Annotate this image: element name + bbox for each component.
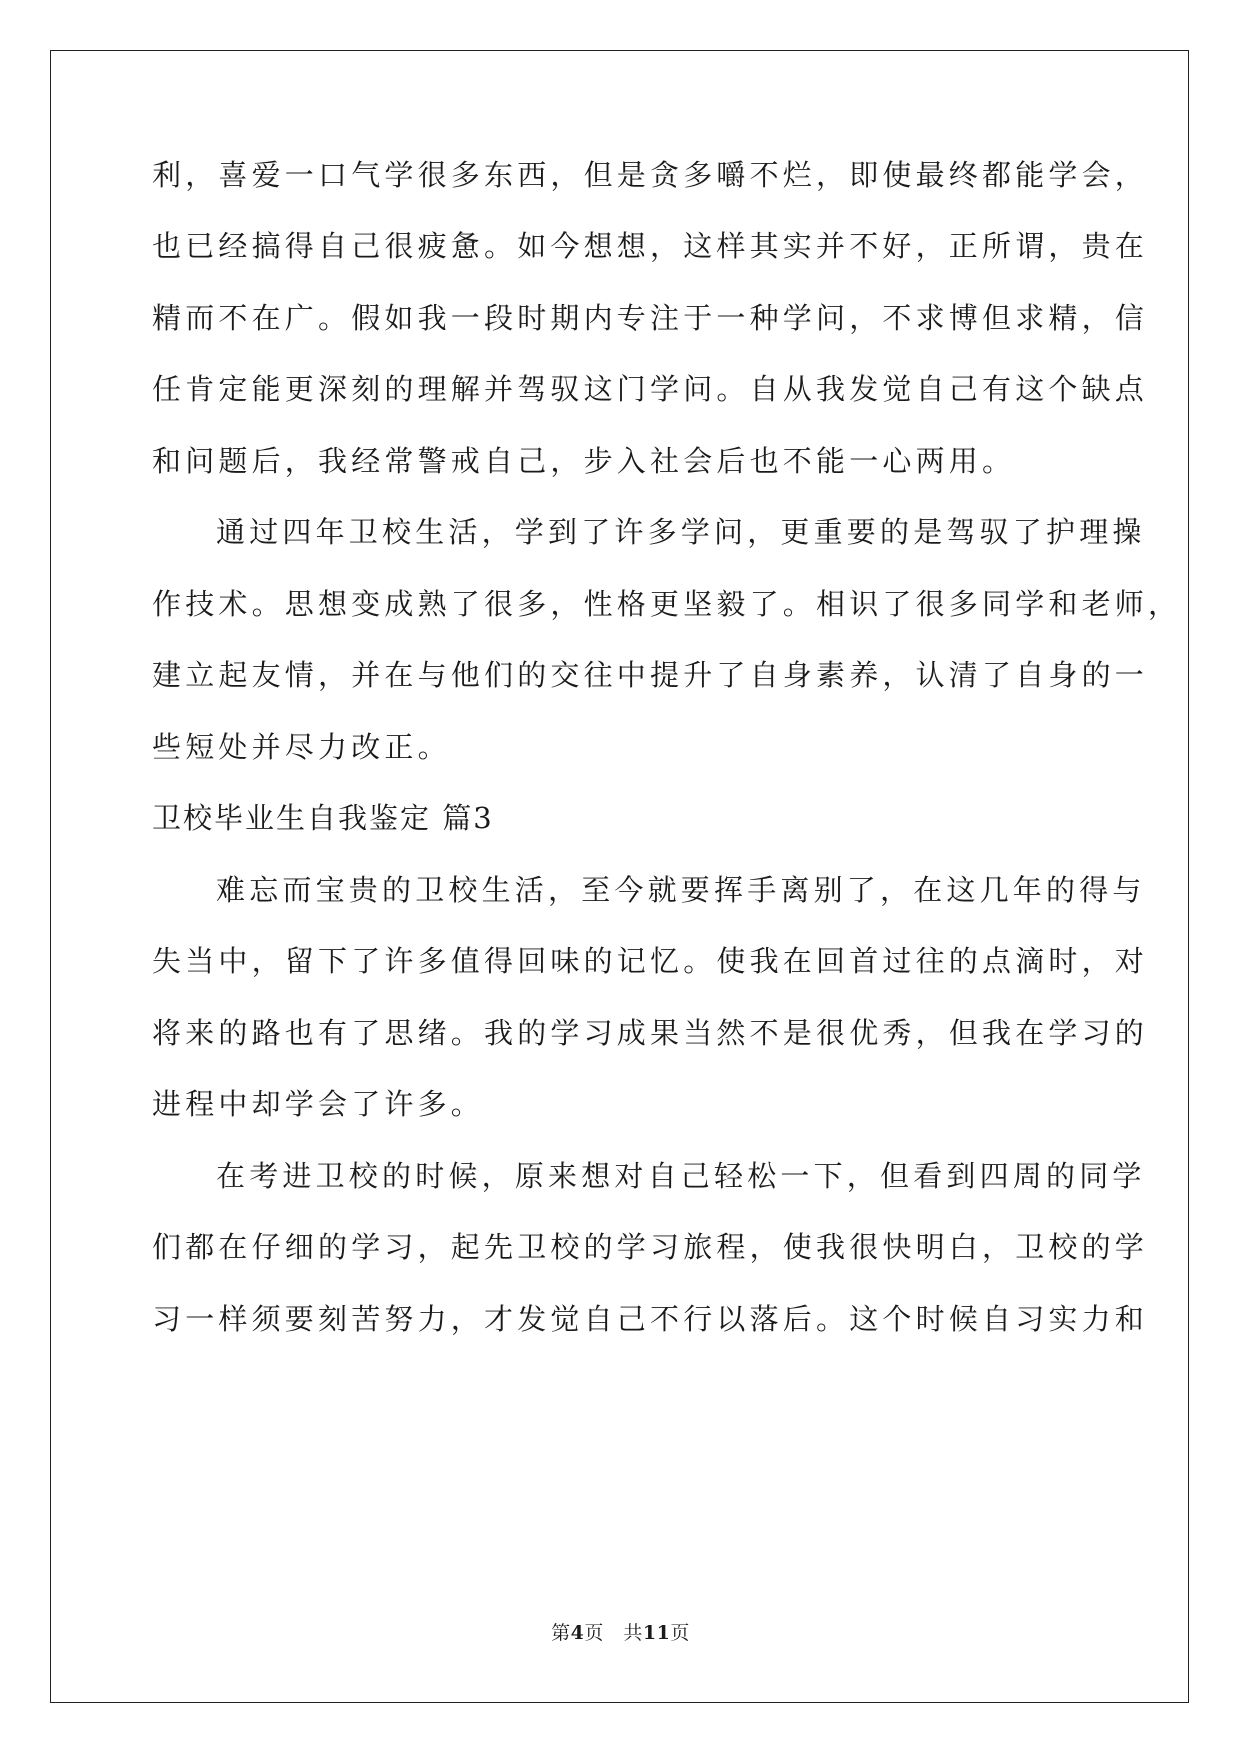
page-label-suffix: 页 <box>670 1622 690 1644</box>
text-line: 些短处并尽力改正。 <box>152 730 451 764</box>
text-line: 进程中却学会了许多。 <box>152 1087 485 1121</box>
page-label-mid: 页 共 <box>584 1622 643 1644</box>
text-line: 将来的路也有了思绪。我的学习成果当然不是很优秀，但我在学习的 <box>152 1016 1149 1050</box>
text-line: 失当中，留下了许多值得回味的记忆。使我在回首过往的点滴时，对 <box>152 944 1149 978</box>
paragraph-start-line: 在考进卫校的时候，原来想对自己轻松一下，但看到四周的同学 <box>216 1159 1146 1193</box>
page-label-prefix: 第 <box>551 1622 571 1644</box>
text-line: 作技术。思想变成熟了很多，性格更坚毅了。相识了很多同学和老师， <box>152 587 1182 621</box>
paragraph-start-line: 难忘而宝贵的卫校生活，至今就要挥手离别了，在这几年的得与 <box>216 873 1146 907</box>
text-line: 精而不在广。假如我一段时期内专注于一种学问，不求博但求精，信 <box>152 301 1149 335</box>
text-line: 们都在仔细的学习，起先卫校的学习旅程，使我很快明白，卫校的学 <box>152 1230 1149 1264</box>
total-page-count: 11 <box>642 1622 671 1644</box>
text-line: 利，喜爱一口气学很多东西，但是贪多嚼不烂，即使最终都能学会， <box>152 158 1149 192</box>
text-line: 任肯定能更深刻的理解并驾驭这门学问。自从我发觉自己有这个缺点 <box>152 372 1149 406</box>
section-heading: 卫校毕业生自我鉴定 篇3 <box>152 801 494 835</box>
text-line: 习一样须要刻苦努力，才发觉自己不行以落后。这个时候自习实力和 <box>152 1302 1149 1336</box>
page-footer <box>0 1620 1241 1646</box>
text-line: 也已经搞得自己很疲惫。如今想想，这样其实并不好，正所谓，贵在 <box>152 229 1149 263</box>
text-line: 建立起友情，并在与他们的交往中提升了自身素养，认清了自身的一 <box>152 658 1149 692</box>
paragraph-start-line: 通过四年卫校生活，学到了许多学问，更重要的是驾驭了护理操 <box>216 515 1146 549</box>
text-line: 和问题后，我经常警戒自己，步入社会后也不能一心两用。 <box>152 444 1016 478</box>
current-page-number: 4 <box>570 1622 585 1644</box>
